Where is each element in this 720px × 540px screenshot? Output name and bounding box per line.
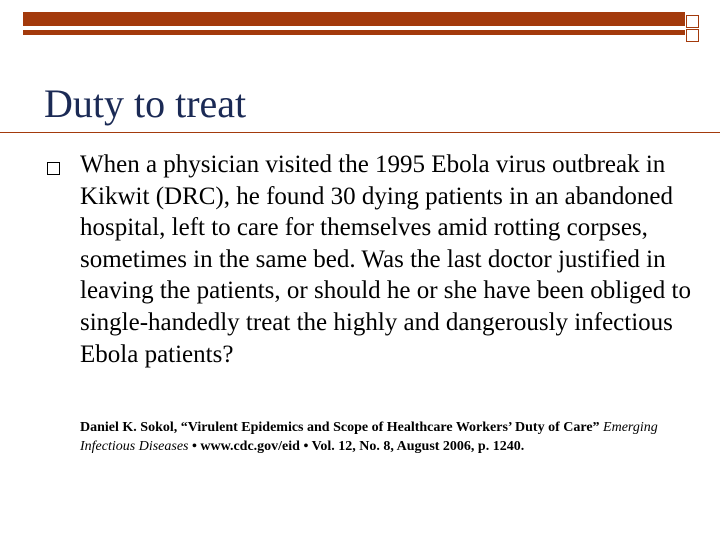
bullet-square-icon	[47, 162, 60, 175]
header-bar-thick	[23, 12, 685, 26]
bullet-text: When a physician visited the 1995 Ebola virus outbreak in Kikwit (DRC), he found 30 dying patients in an abandoned hospital, left to care for themselves amid rotting corpses, sometimes in the same bed. Was the last doctor justified in leaving the patients, or should he or she have been obliged to single-handedly treat the highly and dangerously infectious Ebola patients?	[80, 151, 691, 368]
header-bar-thin	[23, 30, 685, 35]
citation-journal: Emerging Infectious Diseases	[80, 420, 658, 454]
corner-box-top	[686, 15, 699, 28]
title-divider	[0, 132, 720, 133]
corner-box-bottom	[686, 29, 699, 42]
citation-suffix: • www.cdc.gov/eid • Vol. 12, No. 8, August 2006, p. 1240.	[188, 439, 525, 454]
citation	[80, 418, 680, 456]
slide-title: Duty to treat	[44, 81, 247, 126]
citation-prefix: Daniel K. Sokol, “Virulent Epidemics and Scope of Healthcare Workers’ Duty of Care”	[80, 420, 604, 435]
